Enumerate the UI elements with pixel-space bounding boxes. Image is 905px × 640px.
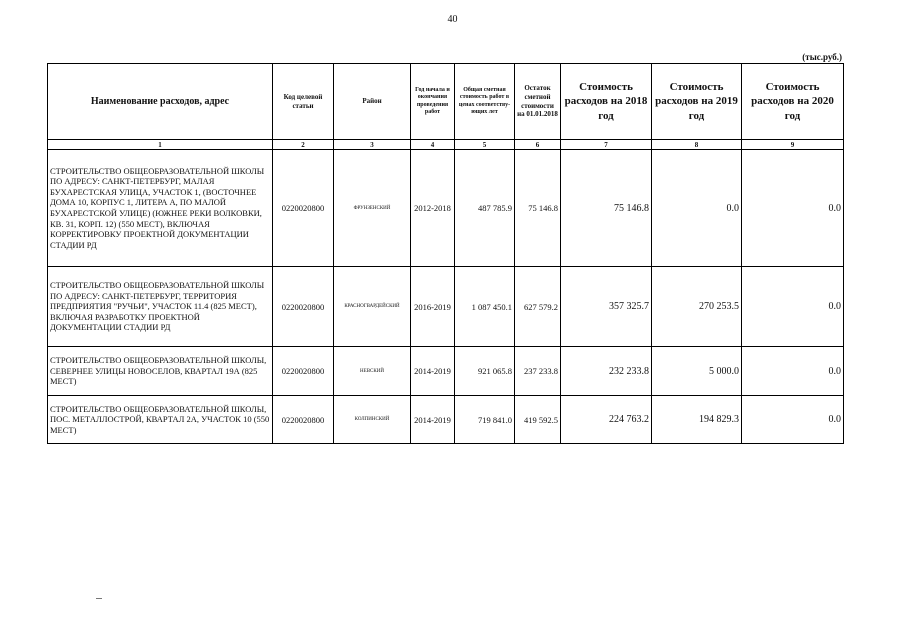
column-number: 7 — [561, 140, 652, 150]
header-name: Наименование расходов, адрес — [48, 64, 273, 140]
column-number: 9 — [742, 140, 844, 150]
scan-mark — [96, 598, 102, 599]
remaining-cost: 419 592.5 — [515, 396, 561, 444]
cost-2018: 75 146.8 — [561, 150, 652, 267]
cost-2020: 0.0 — [742, 150, 844, 267]
cost-2020: 0.0 — [742, 347, 844, 396]
column-numbers-row — [48, 140, 844, 150]
header-district: Район — [334, 64, 411, 140]
district: КРАСНОГВАРДЕЙСКИЙ — [334, 267, 411, 347]
table-row — [48, 150, 844, 267]
header-cost-2020: Стоимость расходов на 2020 год — [742, 64, 844, 140]
cost-2020: 0.0 — [742, 267, 844, 347]
cost-2019: 270 253.5 — [652, 267, 742, 347]
work-years: 2014-2019 — [411, 396, 455, 444]
budget-table — [47, 63, 844, 444]
column-number: 6 — [515, 140, 561, 150]
column-number: 8 — [652, 140, 742, 150]
units-label: (тыс.руб.) — [802, 52, 842, 62]
total-cost: 1 087 450.1 — [455, 267, 515, 347]
column-number: 1 — [48, 140, 273, 150]
page-number: 40 — [447, 14, 458, 25]
remaining-cost: 627 579.2 — [515, 267, 561, 347]
work-years: 2016-2019 — [411, 267, 455, 347]
district: КОЛПИНСКИЙ — [334, 396, 411, 444]
cost-2018: 224 763.2 — [561, 396, 652, 444]
header-total-cost: Общая сметная стоимость работ в ценах соответству-ющих лет — [455, 64, 515, 140]
total-cost: 487 785.9 — [455, 150, 515, 267]
total-cost: 921 065.8 — [455, 347, 515, 396]
target-code: 0220020800 — [273, 150, 334, 267]
expense-name: СТРОИТЕЛЬСТВО ОБЩЕОБРАЗОВАТЕЛЬНОЙ ШКОЛЫ ПО АДРЕСУ: САНКТ-ПЕТЕРБУРГ, ТЕРРИТОРИЯ ПРЕДПРИЯТИЯ "РУЧЬИ", УЧАСТОК 11.4 (825 МЕСТ), ВКЛЮЧАЯ РАЗРАБОТКУ ПРОЕКТНОЙ ДОКУМЕНТАЦИИ СТАДИИ РД — [48, 267, 273, 347]
table-row — [48, 347, 844, 396]
column-number: 5 — [455, 140, 515, 150]
work-years: 2012-2018 — [411, 150, 455, 267]
district: НЕВСКИЙ — [334, 347, 411, 396]
remaining-cost: 75 146.8 — [515, 150, 561, 267]
column-number: 4 — [411, 140, 455, 150]
header-code: Код целевой статьи — [273, 64, 334, 140]
remaining-cost: 237 233.8 — [515, 347, 561, 396]
header-cost-2018: Стоимость расходов на 2018 год — [561, 64, 652, 140]
cost-2019: 0.0 — [652, 150, 742, 267]
total-cost: 719 841.0 — [455, 396, 515, 444]
target-code: 0220020800 — [273, 396, 334, 444]
cost-2018: 232 233.8 — [561, 347, 652, 396]
table-row — [48, 267, 844, 347]
district: ФРУНЗЕНСКИЙ — [334, 150, 411, 267]
cost-2019: 194 829.3 — [652, 396, 742, 444]
expense-name: СТРОИТЕЛЬСТВО ОБЩЕОБРАЗОВАТЕЛЬНОЙ ШКОЛЫ, СЕВЕРНЕЕ УЛИЦЫ НОВОСЕЛОВ, КВАРТАЛ 19А (825 МЕСТ) — [48, 347, 273, 396]
cost-2020: 0.0 — [742, 396, 844, 444]
table-row — [48, 396, 844, 444]
work-years: 2014-2019 — [411, 347, 455, 396]
header-cost-2019: Стоимость расходов на 2019 год — [652, 64, 742, 140]
header-years: Год начала и окончания проведения работ — [411, 64, 455, 140]
table-header-row — [48, 64, 844, 140]
target-code: 0220020800 — [273, 347, 334, 396]
cost-2018: 357 325.7 — [561, 267, 652, 347]
target-code: 0220020800 — [273, 267, 334, 347]
column-number: 3 — [334, 140, 411, 150]
header-remaining: Остаток сметной стоимости на 01.01.2018 — [515, 64, 561, 140]
expense-name: СТРОИТЕЛЬСТВО ОБЩЕОБРАЗОВАТЕЛЬНОЙ ШКОЛЫ, ПОС. МЕТАЛЛОСТРОЙ, КВАРТАЛ 2А, УЧАСТОК 10 (550 МЕСТ) — [48, 396, 273, 444]
column-number: 2 — [273, 140, 334, 150]
cost-2019: 5 000.0 — [652, 347, 742, 396]
expense-name: СТРОИТЕЛЬСТВО ОБЩЕОБРАЗОВАТЕЛЬНОЙ ШКОЛЫ ПО АДРЕСУ: САНКТ-ПЕТЕРБУРГ, МАЛАЯ БУХАРЕСТСКАЯ УЛИЦА, УЧАСТОК 1, (ВОСТОЧНЕЕ ДОМА 10, КОРПУС 1, ЛИТЕРА А, ПО МАЛОЙ БУХАРЕСТСКОЙ УЛИЦЕ) (ЮЖНЕЕ РЕКИ ВОЛКОВКИ, КВ. 31, КОРП. 12) (550 МЕСТ), ВКЛЮЧАЯ КОРРЕКТИРОВКУ ПРОЕКТНОЙ ДОКУМЕНТАЦИИ СТАДИИ РД — [48, 150, 273, 267]
